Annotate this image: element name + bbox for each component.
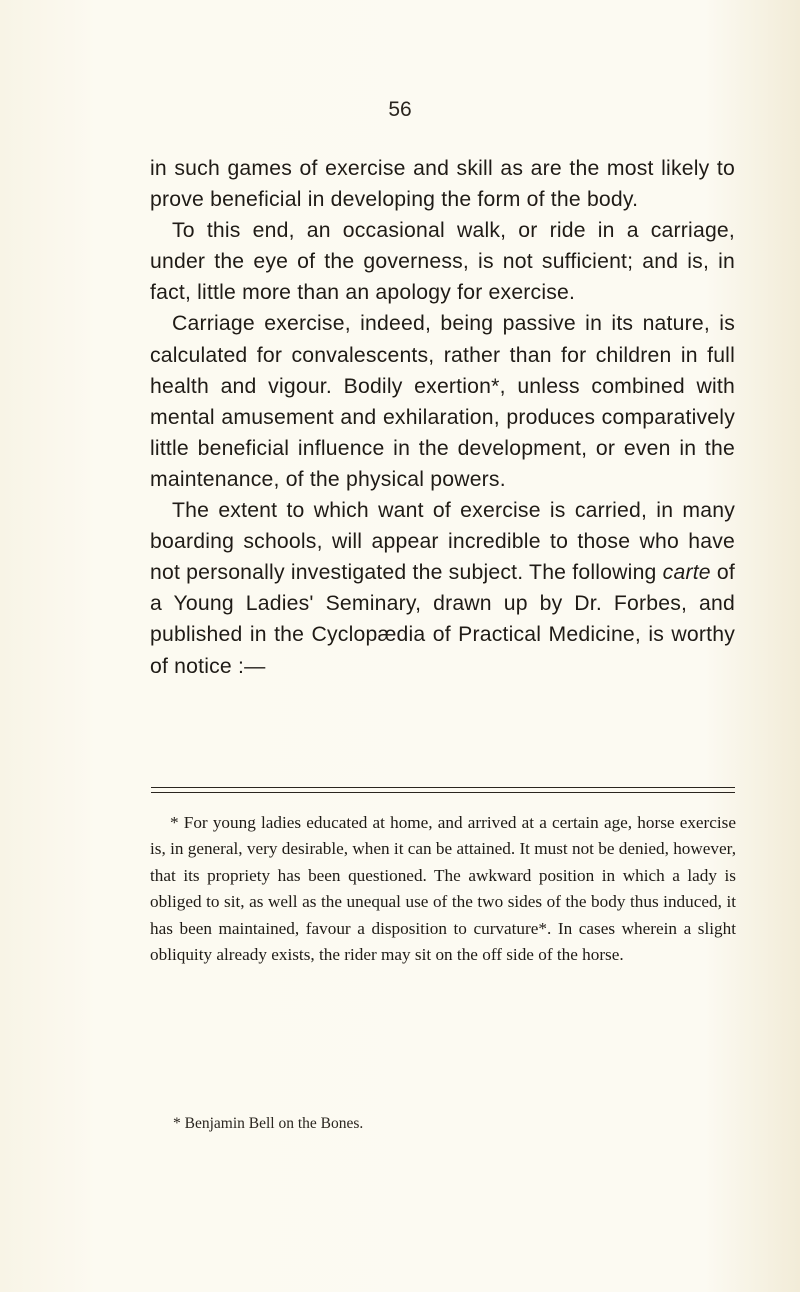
paragraph-4-part-1: The extent to which want of exercise is carried, in many boarding schools, will appear incredible to those who have not personally investigated the subject. The following xyxy=(150,499,735,585)
footnote-divider-bottom xyxy=(151,792,735,793)
paragraph-4-part-2: of a Young Ladies' Seminary, drawn up by Dr. Forbes, and published in the Cyclopædia of Practical Medicine, is worthy of notice :— xyxy=(150,561,735,678)
italic-word-carte: carte xyxy=(662,561,711,585)
paragraph-1: in such games of exercise and skill as are the most likely to prove beneficial in developing the form of the body. xyxy=(150,157,735,212)
sub-footnote: * Benjamin Bell on the Bones. xyxy=(173,1115,364,1132)
footnote xyxy=(150,810,736,968)
footnote-text: * For young ladies educated at home, and arrived at a certain age, horse exercise is, in general, very desirable, when it can be attained. It must not be denied, however, that its propriety has been questioned. The awkward position in which a lady is obliged to sit, as well as the unequal use of the two sides of the body thus induced, it has been maintained, favour a disposition to curvature*. In cases wherein a slight obliquity already exists, the rider may sit on the off side of the horse. xyxy=(150,813,736,965)
page-number: 56 xyxy=(388,98,412,121)
paragraph-4 xyxy=(150,495,735,682)
main-text xyxy=(150,153,735,682)
paragraph-2: To this end, an occasional walk, or ride in a carriage, under the eye of the governess, is not sufficient; and is, in fact, little more than an apology for exercise. xyxy=(150,219,735,305)
paragraph-3: Carriage exercise, indeed, being passive in its nature, is calculated for convalescents, rather than for children in full health and vigour. Bodily exertion*, unless combined with mental amusement and exhilaration, produces comparatively little beneficial influence in the development, or even in the maintenance, of the physical powers. xyxy=(150,312,735,491)
footnote-divider-top xyxy=(151,787,735,788)
